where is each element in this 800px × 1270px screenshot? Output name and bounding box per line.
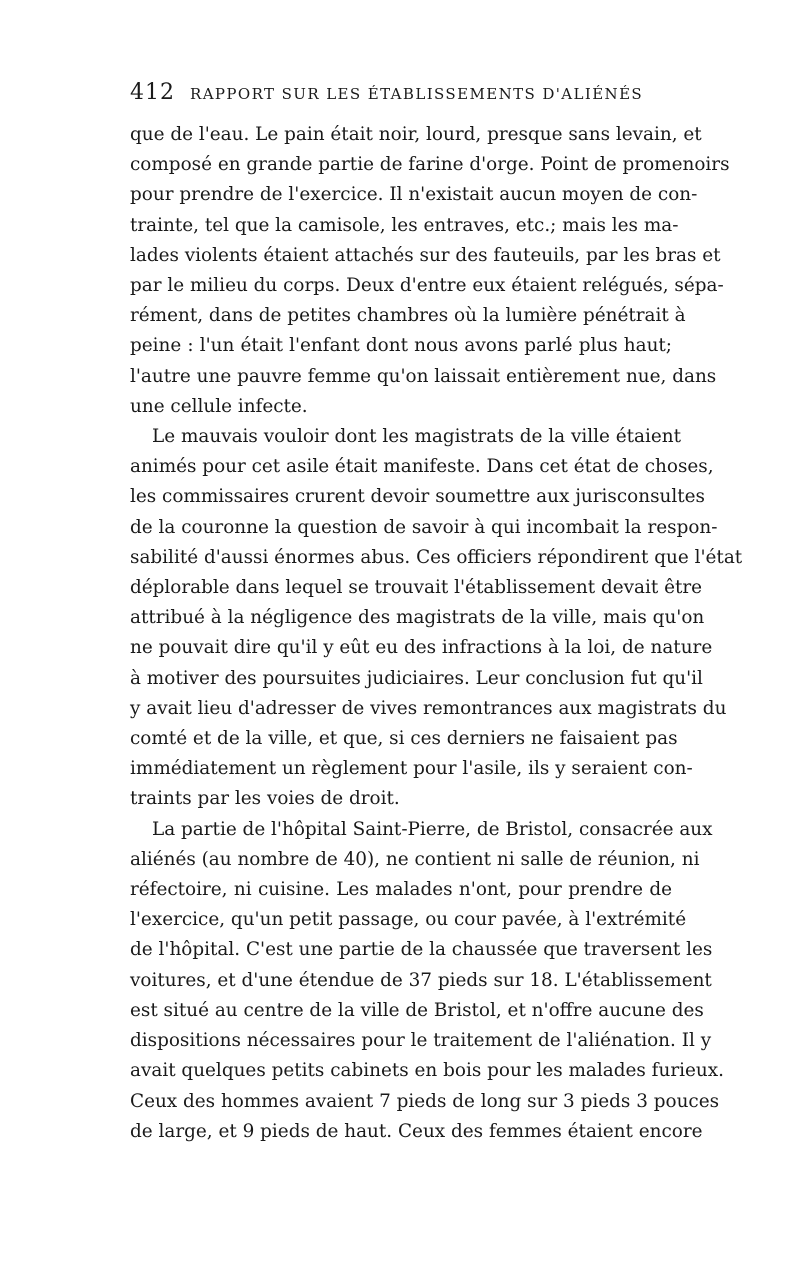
text-line: peine : l'un était l'enfant dont nous avons parlé plus haut; <box>130 335 672 357</box>
text-line: animés pour cet asile était manifeste. Dans cet état de choses, <box>130 456 714 478</box>
text-line: avait quelques petits cabinets en bois pour les malades furieux. <box>130 1060 724 1082</box>
text-line: La partie de l'hôpital Saint-Pierre, de Bristol, consacrée aux <box>152 818 713 840</box>
text-line: déplorable dans lequel se trouvait l'établissement devait être <box>130 577 703 599</box>
paragraph <box>130 815 724 1147</box>
text-line: une cellule infecte. <box>130 395 308 417</box>
body-text <box>130 120 743 1147</box>
text-line: est situé au centre de la ville de Bristol, et n'offre aucune des <box>130 999 704 1021</box>
running-title: RAPPORT SUR LES ÉTABLISSEMENTS D'ALIÉNÉS <box>190 85 644 103</box>
text-line: traints par les voies de droit. <box>130 788 400 810</box>
text-line: à motiver des poursuites judiciaires. Leur conclusion fut qu'il <box>130 667 703 689</box>
page-number: 412 <box>130 80 175 105</box>
text-line: les commissaires crurent devoir soumettre aux jurisconsultes <box>130 486 705 508</box>
text-line: ne pouvait dire qu'il y eût eu des infractions à la loi, de nature <box>130 637 713 659</box>
text-line: l'exercice, qu'un petit passage, ou cour pavée, à l'extrémité <box>130 909 687 931</box>
text-line: Ceux des hommes avaient 7 pieds de long sur 3 pieds 3 pouces <box>130 1090 720 1112</box>
document-page <box>130 80 743 1147</box>
text-line: que de l'eau. Le pain était noir, lourd, presque sans levain, et <box>130 124 702 145</box>
text-line: par le milieu du corps. Deux d'entre eux étaient relégués, sépa- <box>130 275 724 297</box>
text-line: lades violents étaient attachés sur des fauteuils, par les bras et <box>130 244 721 266</box>
paragraph <box>130 422 743 815</box>
text-line: de l'hôpital. C'est une partie de la chaussée que traversent les <box>130 939 713 961</box>
text-line: réfectoire, ni cuisine. Les malades n'ont, pour prendre de <box>130 879 672 901</box>
text-line: rément, dans de petites chambres où la lumière pénétrait à <box>130 305 686 327</box>
text-line: trainte, tel que la camisole, les entraves, etc.; mais les ma- <box>130 214 679 236</box>
text-line: dispositions nécessaires pour le traitement de l'aliénation. Il y <box>130 1030 712 1052</box>
text-line: immédiatement un règlement pour l'asile, ils y seraient con- <box>130 758 693 780</box>
text-line: comté et de la ville, et que, si ces derniers ne faisaient pas <box>130 728 678 750</box>
text-line: attribué à la négligence des magistrats de la ville, mais qu'on <box>130 607 705 629</box>
text-line: l'autre une pauvre femme qu'on laissait entièrement nue, dans <box>130 365 717 387</box>
text-line: composé en grande partie de farine d'orge. Point de promenoirs <box>130 154 730 176</box>
text-line: sabilité d'aussi énormes abus. Ces officiers répondirent que l'état <box>130 546 743 568</box>
text-line: aliénés (au nombre de 40), ne contient ni salle de réunion, ni <box>130 848 700 870</box>
text-line: pour prendre de l'exercice. Il n'existait aucun moyen de con- <box>130 184 698 206</box>
running-head <box>130 80 672 110</box>
text-line: y avait lieu d'adresser de vives remontrances aux magistrats du <box>130 697 727 719</box>
text-line: voitures, et d'une étendue de 37 pieds sur 18. L'établissement <box>130 969 712 991</box>
text-line: Le mauvais vouloir dont les magistrats de la ville étaient <box>152 426 681 448</box>
text-line: de la couronne la question de savoir à qui incombait la respon- <box>130 516 718 538</box>
text-line: de large, et 9 pieds de haut. Ceux des femmes étaient encore <box>130 1120 703 1142</box>
paragraph <box>130 120 730 422</box>
